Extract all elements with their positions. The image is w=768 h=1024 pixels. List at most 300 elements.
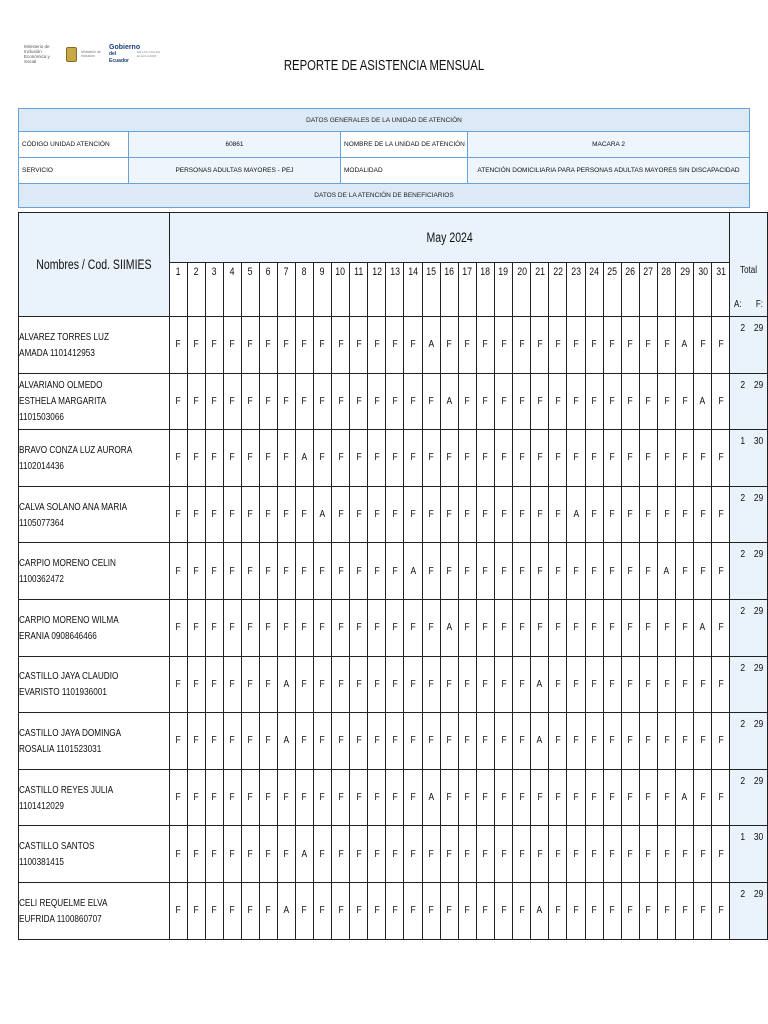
day-header: 5 (242, 263, 260, 317)
attendance-cell: F (458, 317, 476, 374)
day-header: 17 (458, 263, 476, 317)
attendance-cell: F (694, 769, 712, 826)
attendance-cell: F (676, 882, 694, 939)
total-f-value: 29 (753, 323, 764, 334)
day-header: 15 (422, 263, 440, 317)
attendance-cell: F (350, 826, 368, 883)
attendance-cell: F (188, 599, 206, 656)
attendance-cell: F (296, 656, 314, 713)
total-a-value: 1 (740, 832, 746, 844)
attendance-cell: F (314, 769, 332, 826)
attendance-cell: F (422, 430, 440, 487)
attendance-cell: F (332, 882, 350, 939)
attendance-cell: F (404, 373, 422, 430)
attendance-cell: F (585, 713, 603, 770)
attendance-cell: F (296, 486, 314, 543)
attendance-cell: F (603, 826, 621, 883)
total-cell (730, 769, 768, 826)
attendance-cell: F (712, 543, 730, 600)
beneficiary-name: BRAVO CONZA LUZ AURORA 1102014436 (19, 430, 170, 487)
day-header: 21 (531, 263, 549, 317)
attendance-cell: F (206, 882, 224, 939)
attendance-cell: F (260, 826, 278, 883)
general-data-header: DATOS GENERALES DE LA UNIDAD DE ATENCIÓN (18, 108, 750, 132)
attendance-cell: F (332, 486, 350, 543)
attendance-cell: F (712, 826, 730, 883)
day-header: 14 (404, 263, 422, 317)
attendance-cell: F (567, 713, 585, 770)
total-a-label: A: (734, 299, 742, 310)
table-row (19, 769, 768, 826)
attendance-cell: F (658, 373, 676, 430)
attendance-cell: F (458, 599, 476, 656)
attendance-cell: F (206, 430, 224, 487)
attendance-cell: F (224, 430, 242, 487)
attendance-cell: F (639, 656, 657, 713)
day-header: 31 (712, 263, 730, 317)
attendance-cell: F (314, 543, 332, 600)
attendance-cell: F (386, 543, 404, 600)
attendance-cell: F (603, 713, 621, 770)
total-a-value: 2 (740, 323, 746, 334)
attendance-cell: F (585, 656, 603, 713)
day-header: 13 (386, 263, 404, 317)
attendance-cell: F (603, 486, 621, 543)
attendance-cell: F (458, 543, 476, 600)
attendance-cell: F (332, 373, 350, 430)
attendance-cell: F (458, 769, 476, 826)
ministry-secondary-name: Ministerio de Inclusión (81, 50, 101, 58)
attendance-cell: F (170, 826, 188, 883)
attendance-cell: F (278, 826, 296, 883)
attendance-cell: F (658, 713, 676, 770)
day-header: 7 (278, 263, 296, 317)
attendance-cell: F (639, 430, 657, 487)
total-column-header (730, 213, 768, 317)
attendance-cell: F (332, 826, 350, 883)
attendance-cell: F (658, 430, 676, 487)
day-header: 10 (332, 263, 350, 317)
attendance-cell: F (476, 599, 494, 656)
day-header: 19 (495, 263, 513, 317)
attendance-cell: F (458, 656, 476, 713)
attendance-cell: F (386, 769, 404, 826)
total-a-value: 2 (740, 379, 746, 391)
attendance-cell: F (368, 882, 386, 939)
total-cell (730, 486, 768, 543)
attendance-cell: F (513, 826, 531, 883)
attendance-cell: F (296, 599, 314, 656)
attendance-cell: A (422, 769, 440, 826)
attendance-cell: F (440, 882, 458, 939)
attendance-cell: F (549, 430, 567, 487)
attendance-cell: F (170, 543, 188, 600)
attendance-cell: F (242, 317, 260, 374)
attendance-cell: F (549, 373, 567, 430)
attendance-cell: F (458, 430, 476, 487)
attendance-cell: F (476, 882, 494, 939)
attendance-cell: F (639, 826, 657, 883)
attendance-cell: F (278, 543, 296, 600)
attendance-cell: F (350, 713, 368, 770)
attendance-cell: F (495, 486, 513, 543)
attendance-cell: F (170, 430, 188, 487)
attendance-cell: F (495, 430, 513, 487)
attendance-cell: F (368, 543, 386, 600)
day-header: 24 (585, 263, 603, 317)
attendance-cell: F (422, 373, 440, 430)
attendance-cell: F (676, 486, 694, 543)
total-f-value: 29 (753, 775, 764, 787)
attendance-cell: F (603, 769, 621, 826)
attendance-cell: F (422, 713, 440, 770)
service-label: SERVICIO (19, 158, 129, 183)
table-row (19, 486, 768, 543)
attendance-cell: F (567, 656, 585, 713)
beneficiary-name: ALVAREZ TORRES LUZ AMADA 1101412953 (19, 317, 170, 374)
attendance-cell: F (404, 599, 422, 656)
total-cell (730, 543, 768, 600)
attendance-cell: F (694, 317, 712, 374)
total-a-value: 2 (740, 888, 746, 900)
attendance-cell: F (224, 713, 242, 770)
attendance-cell: F (712, 430, 730, 487)
attendance-cell: F (513, 713, 531, 770)
total-f-value: 29 (753, 492, 764, 504)
total-f-value: 29 (753, 379, 764, 391)
day-header: 12 (368, 263, 386, 317)
attendance-cell: F (513, 543, 531, 600)
attendance-cell: F (242, 656, 260, 713)
attendance-cell: F (495, 599, 513, 656)
attendance-cell: F (368, 769, 386, 826)
total-a-value: 1 (740, 436, 746, 448)
attendance-cell: F (658, 769, 676, 826)
attendance-cell: F (206, 486, 224, 543)
total-f-value: 29 (753, 549, 764, 561)
unit-code-value: 60861 (129, 132, 341, 157)
attendance-cell: F (658, 826, 676, 883)
attendance-cell: F (224, 543, 242, 600)
attendance-cell: F (170, 656, 188, 713)
modality-value: ATENCIÓN DOMICILIARIA PARA PERSONAS ADULTAS MAYORES SIN DISCAPACIDAD (468, 158, 749, 183)
attendance-cell: F (676, 430, 694, 487)
day-header: 20 (513, 263, 531, 317)
attendance-cell: F (549, 713, 567, 770)
attendance-cell: F (567, 826, 585, 883)
total-a-value: 2 (740, 492, 746, 504)
attendance-cell: F (422, 599, 440, 656)
attendance-cell: F (639, 373, 657, 430)
attendance-cell: F (585, 599, 603, 656)
total-f-label: F: (755, 299, 764, 310)
total-label: Total (740, 265, 758, 276)
total-cell (730, 826, 768, 883)
attendance-cell: F (332, 769, 350, 826)
attendance-cell: F (368, 486, 386, 543)
day-header: 2 (188, 263, 206, 317)
table-row (19, 317, 768, 374)
attendance-cell: F (531, 317, 549, 374)
beneficiary-name: CASTILLO SANTOS 1100381415 (19, 826, 170, 883)
attendance-cell: F (440, 656, 458, 713)
attendance-cell: F (368, 373, 386, 430)
attendance-cell: F (350, 317, 368, 374)
attendance-cell: F (495, 543, 513, 600)
attendance-cell: F (368, 826, 386, 883)
attendance-cell: F (476, 769, 494, 826)
attendance-cell: F (712, 713, 730, 770)
attendance-cell: F (188, 713, 206, 770)
attendance-cell: F (658, 656, 676, 713)
attendance-cell: F (260, 656, 278, 713)
attendance-cell: F (658, 599, 676, 656)
attendance-cell: F (296, 543, 314, 600)
attendance-cell: F (368, 430, 386, 487)
beneficiary-name: CASTILLO REYES JULIA 1101412029 (19, 769, 170, 826)
attendance-cell: F (621, 656, 639, 713)
day-header: 8 (296, 263, 314, 317)
attendance-cell: F (188, 656, 206, 713)
attendance-cell: F (476, 430, 494, 487)
attendance-cell: F (206, 769, 224, 826)
attendance-cell: F (476, 486, 494, 543)
general-data-section (18, 108, 750, 208)
attendance-cell: F (296, 317, 314, 374)
attendance-cell: F (694, 543, 712, 600)
attendance-cell: F (314, 826, 332, 883)
attendance-cell: F (712, 599, 730, 656)
attendance-cell: F (224, 317, 242, 374)
attendance-cell: F (224, 599, 242, 656)
attendance-cell: F (676, 543, 694, 600)
attendance-cell: A (278, 713, 296, 770)
attendance-cell: F (549, 317, 567, 374)
attendance-cell: F (603, 317, 621, 374)
attendance-cell: F (621, 373, 639, 430)
attendance-cell: F (495, 713, 513, 770)
attendance-cell: A (314, 486, 332, 543)
attendance-cell: F (621, 317, 639, 374)
attendance-cell: F (603, 430, 621, 487)
attendance-cell: F (549, 656, 567, 713)
beneficiary-name: CASTILLO JAYA DOMINGA ROSALIA 1101523031 (19, 713, 170, 770)
government-country: del Ecuador (109, 50, 130, 64)
attendance-cell: F (404, 430, 422, 487)
day-header: 3 (206, 263, 224, 317)
attendance-cell: F (386, 373, 404, 430)
attendance-cell: F (567, 882, 585, 939)
attendance-cell: F (440, 317, 458, 374)
attendance-cell: F (676, 656, 694, 713)
total-cell (730, 373, 768, 430)
attendance-cell: F (224, 882, 242, 939)
table-row (19, 826, 768, 883)
page-title: REPORTE DE ASISTENCIA MENSUAL (283, 58, 485, 74)
attendance-cell: F (585, 430, 603, 487)
attendance-cell: F (694, 882, 712, 939)
attendance-cell: F (476, 656, 494, 713)
attendance-cell: F (476, 713, 494, 770)
attendance-cell: F (404, 317, 422, 374)
total-a-value: 2 (740, 775, 746, 787)
total-f-value: 29 (753, 719, 764, 731)
attendance-cell: A (296, 430, 314, 487)
attendance-cell: F (386, 882, 404, 939)
attendance-cell: F (603, 373, 621, 430)
day-header: 23 (567, 263, 585, 317)
attendance-cell: F (495, 826, 513, 883)
unit-row (18, 132, 750, 158)
attendance-cell: F (531, 599, 549, 656)
day-header: 4 (224, 263, 242, 317)
attendance-cell: A (296, 826, 314, 883)
attendance-cell: F (260, 769, 278, 826)
beneficiary-name: CELI REQUELME ELVA EUFRIDA 1100860707 (19, 882, 170, 939)
total-f-value: 29 (753, 605, 764, 617)
attendance-cell: F (476, 317, 494, 374)
attendance-cell: F (188, 769, 206, 826)
attendance-cell: F (404, 656, 422, 713)
attendance-cell: F (585, 826, 603, 883)
attendance-cell: F (440, 486, 458, 543)
attendance-cell: F (224, 826, 242, 883)
attendance-cell: F (440, 826, 458, 883)
attendance-cell: F (639, 543, 657, 600)
attendance-cell: F (567, 430, 585, 487)
attendance-cell: A (676, 317, 694, 374)
attendance-cell: F (513, 486, 531, 543)
attendance-cell: F (495, 373, 513, 430)
attendance-cell: F (676, 599, 694, 656)
attendance-cell: F (332, 713, 350, 770)
attendance-cell: F (350, 599, 368, 656)
total-cell (730, 317, 768, 374)
attendance-cell: F (242, 826, 260, 883)
attendance-cell: F (676, 713, 694, 770)
day-header: 25 (603, 263, 621, 317)
attendance-cell: F (440, 713, 458, 770)
attendance-cell: F (621, 769, 639, 826)
day-header: 6 (260, 263, 278, 317)
attendance-cell: F (603, 656, 621, 713)
table-row (19, 543, 768, 600)
attendance-cell: F (368, 656, 386, 713)
attendance-cell: F (458, 373, 476, 430)
attendance-table (18, 212, 768, 940)
attendance-cell: F (386, 599, 404, 656)
beneficiary-name: CARPIO MORENO WILMA ERANIA 0908646466 (19, 599, 170, 656)
attendance-cell: A (531, 713, 549, 770)
attendance-cell: A (567, 486, 585, 543)
attendance-cell: F (368, 317, 386, 374)
attendance-cell: F (242, 769, 260, 826)
attendance-cell: F (170, 486, 188, 543)
attendance-cell: F (296, 882, 314, 939)
attendance-cell: A (658, 543, 676, 600)
attendance-cell: F (314, 373, 332, 430)
day-header: 22 (549, 263, 567, 317)
attendance-cell: F (332, 543, 350, 600)
attendance-cell: F (242, 882, 260, 939)
attendance-cell: F (549, 826, 567, 883)
table-row (19, 656, 768, 713)
attendance-cell: F (639, 769, 657, 826)
attendance-cell: F (188, 430, 206, 487)
total-f-value: 30 (753, 436, 764, 448)
attendance-cell: F (694, 486, 712, 543)
attendance-cell: F (206, 656, 224, 713)
beneficiary-name: ALVARIANO OLMEDO ESTHELA MARGARITA 1101503066 (19, 373, 170, 430)
beneficiary-name: CALVA SOLANO ANA MARIA 1105077364 (19, 486, 170, 543)
attendance-cell: F (350, 656, 368, 713)
attendance-cell: F (567, 769, 585, 826)
attendance-cell: F (206, 599, 224, 656)
attendance-cell: F (404, 486, 422, 543)
attendance-cell: F (224, 486, 242, 543)
attendance-cell: F (621, 826, 639, 883)
attendance-cell: F (314, 713, 332, 770)
attendance-cell: F (639, 599, 657, 656)
attendance-cell: F (658, 317, 676, 374)
attendance-cell: F (404, 713, 422, 770)
attendance-cell: F (567, 543, 585, 600)
attendance-cell: A (440, 599, 458, 656)
attendance-cell: F (513, 373, 531, 430)
day-header: 29 (676, 263, 694, 317)
ministry-name: Ministerio de Inclusión Económica y Social (24, 44, 50, 64)
attendance-cell: F (621, 430, 639, 487)
attendance-cell: F (585, 543, 603, 600)
total-cell (730, 882, 768, 939)
attendance-cell: F (712, 317, 730, 374)
attendance-cell: F (404, 826, 422, 883)
attendance-cell: F (531, 373, 549, 430)
attendance-cell: F (549, 882, 567, 939)
attendance-cell: F (694, 656, 712, 713)
attendance-cell: F (422, 882, 440, 939)
attendance-cell: F (712, 882, 730, 939)
attendance-cell: F (440, 543, 458, 600)
table-row (19, 713, 768, 770)
attendance-cell: F (170, 373, 188, 430)
attendance-cell: F (585, 882, 603, 939)
attendance-cell: F (206, 826, 224, 883)
beneficiaries-header: DATOS DE LA ATENCIÓN DE BENEFICIARIOS (18, 184, 750, 208)
service-row (18, 158, 750, 184)
attendance-cell: F (242, 486, 260, 543)
month-header: May 2024 (170, 213, 730, 263)
attendance-cell: F (422, 826, 440, 883)
attendance-cell: F (513, 882, 531, 939)
attendance-cell: F (422, 486, 440, 543)
attendance-cell: F (170, 317, 188, 374)
day-header: 9 (314, 263, 332, 317)
attendance-cell: F (386, 656, 404, 713)
attendance-cell: A (422, 317, 440, 374)
attendance-cell: F (712, 486, 730, 543)
attendance-cell: F (603, 882, 621, 939)
total-a-value: 2 (740, 662, 746, 674)
attendance-cell: A (694, 373, 712, 430)
attendance-cell: F (314, 599, 332, 656)
total-f-value: 30 (753, 832, 764, 844)
attendance-cell: F (260, 713, 278, 770)
attendance-cell: F (694, 430, 712, 487)
attendance-cell: F (242, 373, 260, 430)
attendance-cell: F (224, 769, 242, 826)
attendance-cell: F (712, 656, 730, 713)
